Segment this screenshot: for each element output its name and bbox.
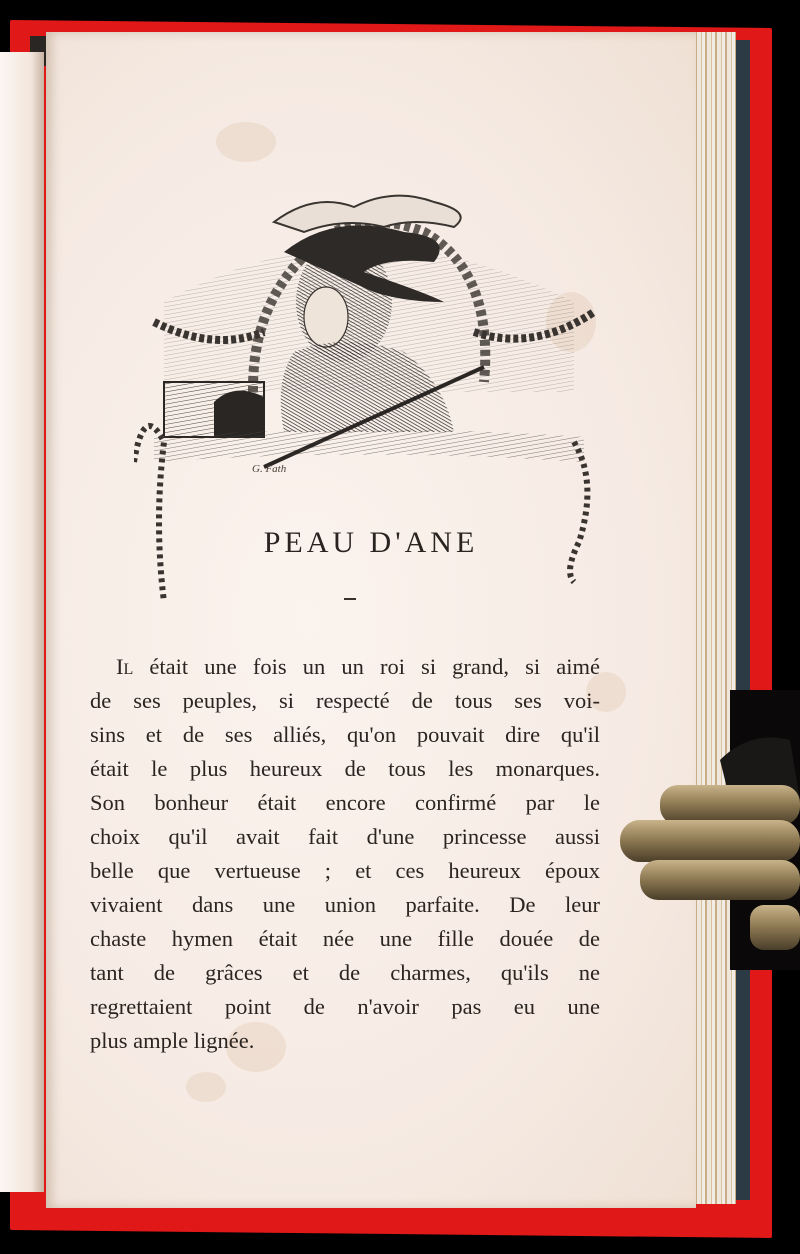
title-ornament-rule (344, 598, 356, 600)
text-line: belle que vertueuse ; et ces heureux époux (90, 858, 600, 883)
text-line: vivaient dans une union parfaite. De leur (90, 892, 600, 917)
text-line: Son bonheur était encore confirmé par le (90, 790, 600, 815)
text-line: chaste hymen était née une fille douée de (90, 926, 600, 951)
text-line: tant de grâces et de charmes, qu'ils ne (90, 960, 600, 985)
foxing-stain (186, 1072, 226, 1102)
left-page-sliver (0, 52, 44, 1192)
brass-hand-page-holder (620, 690, 800, 970)
text-line: choix qu'il avait fait d'une princesse aussi (90, 824, 600, 849)
text-line: sins et de ses alliés, qu'on pouvait dire qu'il (90, 722, 600, 747)
page-title: PEAU D'ANE (263, 526, 479, 559)
text-line: de ses peuples, si respecté de tous ses voi- (90, 688, 600, 713)
foxing-stain (216, 122, 276, 162)
story-paragraph (90, 650, 600, 1058)
artist-signature: G. Fath (252, 463, 287, 475)
text-line: plus ample lignée. (90, 1028, 255, 1053)
text-line: était le plus heureux de tous les monarques. (90, 756, 600, 781)
dropcap-word: Il (116, 654, 134, 679)
book-page (46, 32, 696, 1208)
text-line: Il était une fois un un roi si grand, si aimé (116, 654, 600, 679)
text-line: regrettaient point de n'avoir pas eu une (90, 994, 600, 1019)
